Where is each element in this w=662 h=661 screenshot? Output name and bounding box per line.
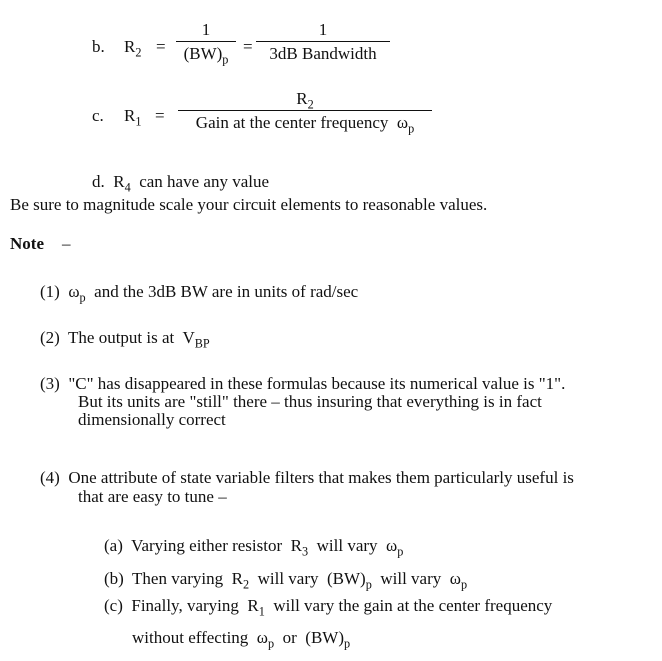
note-3-line-2: But its units are "still" there – thus insuring that everything is in fact bbox=[78, 392, 542, 411]
note-4-item-a: (a) Varying either resistor $R_3$ will vary $\omega_p$ bbox=[104, 536, 404, 559]
item-b-fraction-2: 1 3dB Bandwidth bbox=[256, 21, 390, 62]
note-4-line-2: that are easy to tune – bbox=[78, 487, 227, 506]
item-b-lhs: $R_2$ bbox=[124, 37, 142, 60]
item-d-text: d. $R_4$ can have any value bbox=[92, 172, 270, 195]
item-b-eq1: = bbox=[156, 37, 166, 56]
item-b-eq2: = bbox=[243, 37, 253, 56]
note-4-item-b: (b) Then varying $R_2$ will vary $(BW)_p$ will vary $\omega_p$ bbox=[104, 569, 468, 592]
item-b-fraction-1: 1 $(BW)_p$ bbox=[176, 21, 236, 62]
note-3-line-1: (3) "C" has disappeared in these formulas because its numerical value is "1". bbox=[40, 374, 566, 393]
item-c-fraction: $R_2$ Gain at the center frequency $\omega_p$ bbox=[178, 90, 432, 131]
note-1: (1) $\omega_p$ and the 3dB BW are in units of rad/sec bbox=[40, 282, 359, 305]
item-c-eq: = bbox=[155, 106, 165, 125]
item-c-label: c. bbox=[92, 106, 104, 125]
item-b-label: b. bbox=[92, 37, 105, 56]
note-4-item-c-line-1: (c) Finally, varying $R_1$ will vary the gain at the center frequency bbox=[104, 596, 553, 619]
note-heading-dash: – bbox=[62, 234, 71, 253]
note-4-line-1: (4) One attribute of state variable filters that makes them particularly useful is bbox=[40, 468, 574, 487]
scale-note: Be sure to magnitude scale your circuit elements to reasonable values. bbox=[10, 195, 488, 214]
note-heading: Note bbox=[10, 234, 44, 253]
note-3-line-3: dimensionally correct bbox=[78, 410, 226, 429]
item-c-lhs: $R_1$ bbox=[124, 106, 142, 129]
note-2: (2) The output is at $V_{BP}$ bbox=[40, 328, 210, 351]
note-4-item-c-line-2: without effecting $\omega_p$ or $(BW)_p$ bbox=[132, 628, 351, 651]
